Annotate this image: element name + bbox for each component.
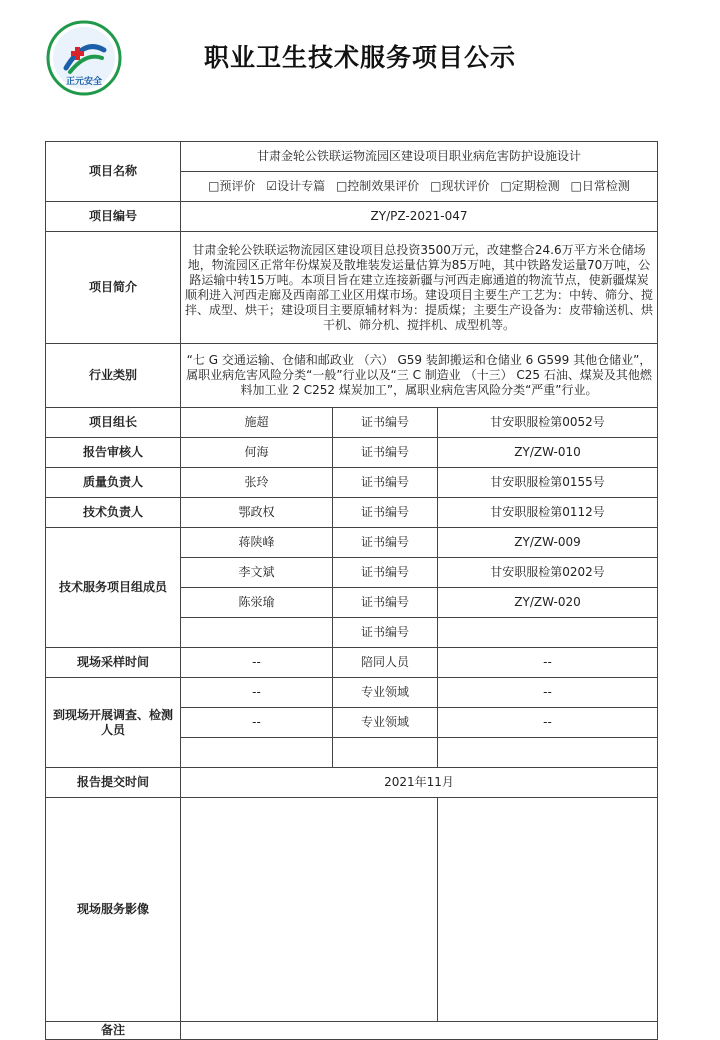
image-slot-right: [438, 798, 658, 1022]
evaluation-type-options: [181, 172, 658, 202]
member-name: 李文斌: [181, 558, 333, 588]
staff-row: [46, 498, 658, 528]
option-pre-eval: □预评价: [208, 179, 256, 193]
member-cert: ZY/ZW-020: [438, 588, 658, 618]
page-title: 职业卫生技术服务项目公示: [203, 43, 516, 72]
staff-cert: ZY/ZW-010: [438, 438, 658, 468]
cert-label: 证书编号: [333, 528, 438, 558]
images-label: 现场服务影像: [46, 798, 181, 1022]
submit-value: 2021年11月: [181, 768, 658, 798]
summary-text: 甘肃金轮公铁联运物流园区建设项目总投资3500万元，改建整合24.6万平方米仓储场地，物流园区正常年份煤炭及散堆装发运量估算为85万吨，其中铁路发运量70万吨，公路运输中转15万吨。本项目旨在建立连接新疆与河西走廊通道的物流节点，使新疆煤炭顺利进入河西走廊及西南部工业区用煤市场。建设项目主要生产工艺为：中转、筛分、搅拌、成型、烘干；建设项目主要原辅材料为：提质煤；主要生产设备为：皮带输送机、烘干机、筛分机、搅拌机、成型机等。: [181, 232, 658, 344]
member-name: [181, 618, 333, 648]
staff-row: [46, 438, 658, 468]
survey-field-label: 专业领域: [333, 678, 438, 708]
logo-text: 正元安全: [65, 77, 103, 87]
cert-label: 证书编号: [333, 558, 438, 588]
members-label: 技术服务项目组成员: [46, 528, 181, 648]
survey-field: --: [438, 708, 658, 738]
survey-field: [438, 738, 658, 768]
survey-field: --: [438, 678, 658, 708]
cert-label: 证书编号: [333, 408, 438, 438]
industry-text: “七 G 交通运输、仓储和邮政业 （六） G59 装卸搬运和仓储业 6 G599 其他仓储业”，属职业病危害风险分类“一般”行业以及“三 C 制造业 （十三） C25 石油、煤炭及其他燃料加工业 2 C252 煤炭加工”，属职业病危害风险分类“严重”行业。: [181, 344, 658, 408]
cert-label: 证书编号: [333, 498, 438, 528]
company-logo: [46, 20, 122, 96]
staff-role: 项目组长: [46, 408, 181, 438]
member-name: 陈泶瑜: [181, 588, 333, 618]
image-slot-left: [181, 798, 438, 1022]
remark-value: [181, 1022, 658, 1040]
option-control-eval: □控制效果评价: [335, 179, 420, 193]
staff-cert: 甘安职服检第0155号: [438, 468, 658, 498]
staff-row: [46, 468, 658, 498]
companion-value: --: [438, 648, 658, 678]
project-name-value: 甘肃金轮公铁联运物流园区建设项目职业病危害防护设施设计: [181, 142, 658, 172]
staff-cert: 甘安职服检第0112号: [438, 498, 658, 528]
option-design: ☑设计专篇: [266, 179, 326, 193]
member-cert: [438, 618, 658, 648]
staff-cert: 甘安职服检第0052号: [438, 408, 658, 438]
staff-role: 技术负责人: [46, 498, 181, 528]
cert-label: 证书编号: [333, 438, 438, 468]
option-daily-test: □日常检测: [570, 179, 630, 193]
member-cert: 甘安职服检第0202号: [438, 558, 658, 588]
staff-row: [46, 408, 658, 438]
submit-label: 报告提交时间: [46, 768, 181, 798]
option-periodic-test: □定期检测: [500, 179, 560, 193]
survey-person: --: [181, 708, 333, 738]
project-no-label: 项目编号: [46, 202, 181, 232]
staff-role: 报告审核人: [46, 438, 181, 468]
staff-name: 施超: [181, 408, 333, 438]
member-name: 蒋陕峰: [181, 528, 333, 558]
remark-label: 备注: [46, 1022, 181, 1040]
member-row: [46, 528, 658, 558]
summary-label: 项目简介: [46, 232, 181, 344]
cert-label: 证书编号: [333, 468, 438, 498]
cert-label: 证书编号: [333, 618, 438, 648]
staff-role: 质量负责人: [46, 468, 181, 498]
option-status-eval: □现状评价: [430, 179, 490, 193]
project-table: [45, 141, 658, 1040]
survey-person: --: [181, 678, 333, 708]
companion-label: 陪同人员: [333, 648, 438, 678]
project-no-value: ZY/PZ-2021-047: [181, 202, 658, 232]
survey-field-label: 专业领域: [333, 708, 438, 738]
survey-label: 到现场开展调查、检测人员: [46, 678, 181, 768]
survey-person: [181, 738, 333, 768]
survey-row: [46, 678, 658, 708]
sampling-time: --: [181, 648, 333, 678]
sampling-label: 现场采样时间: [46, 648, 181, 678]
staff-name: 张玲: [181, 468, 333, 498]
industry-label: 行业类别: [46, 344, 181, 408]
staff-name: 鄂政权: [181, 498, 333, 528]
member-cert: ZY/ZW-009: [438, 528, 658, 558]
survey-field-label: [333, 738, 438, 768]
cert-label: 证书编号: [333, 588, 438, 618]
staff-name: 何海: [181, 438, 333, 468]
project-name-label: 项目名称: [46, 142, 181, 202]
